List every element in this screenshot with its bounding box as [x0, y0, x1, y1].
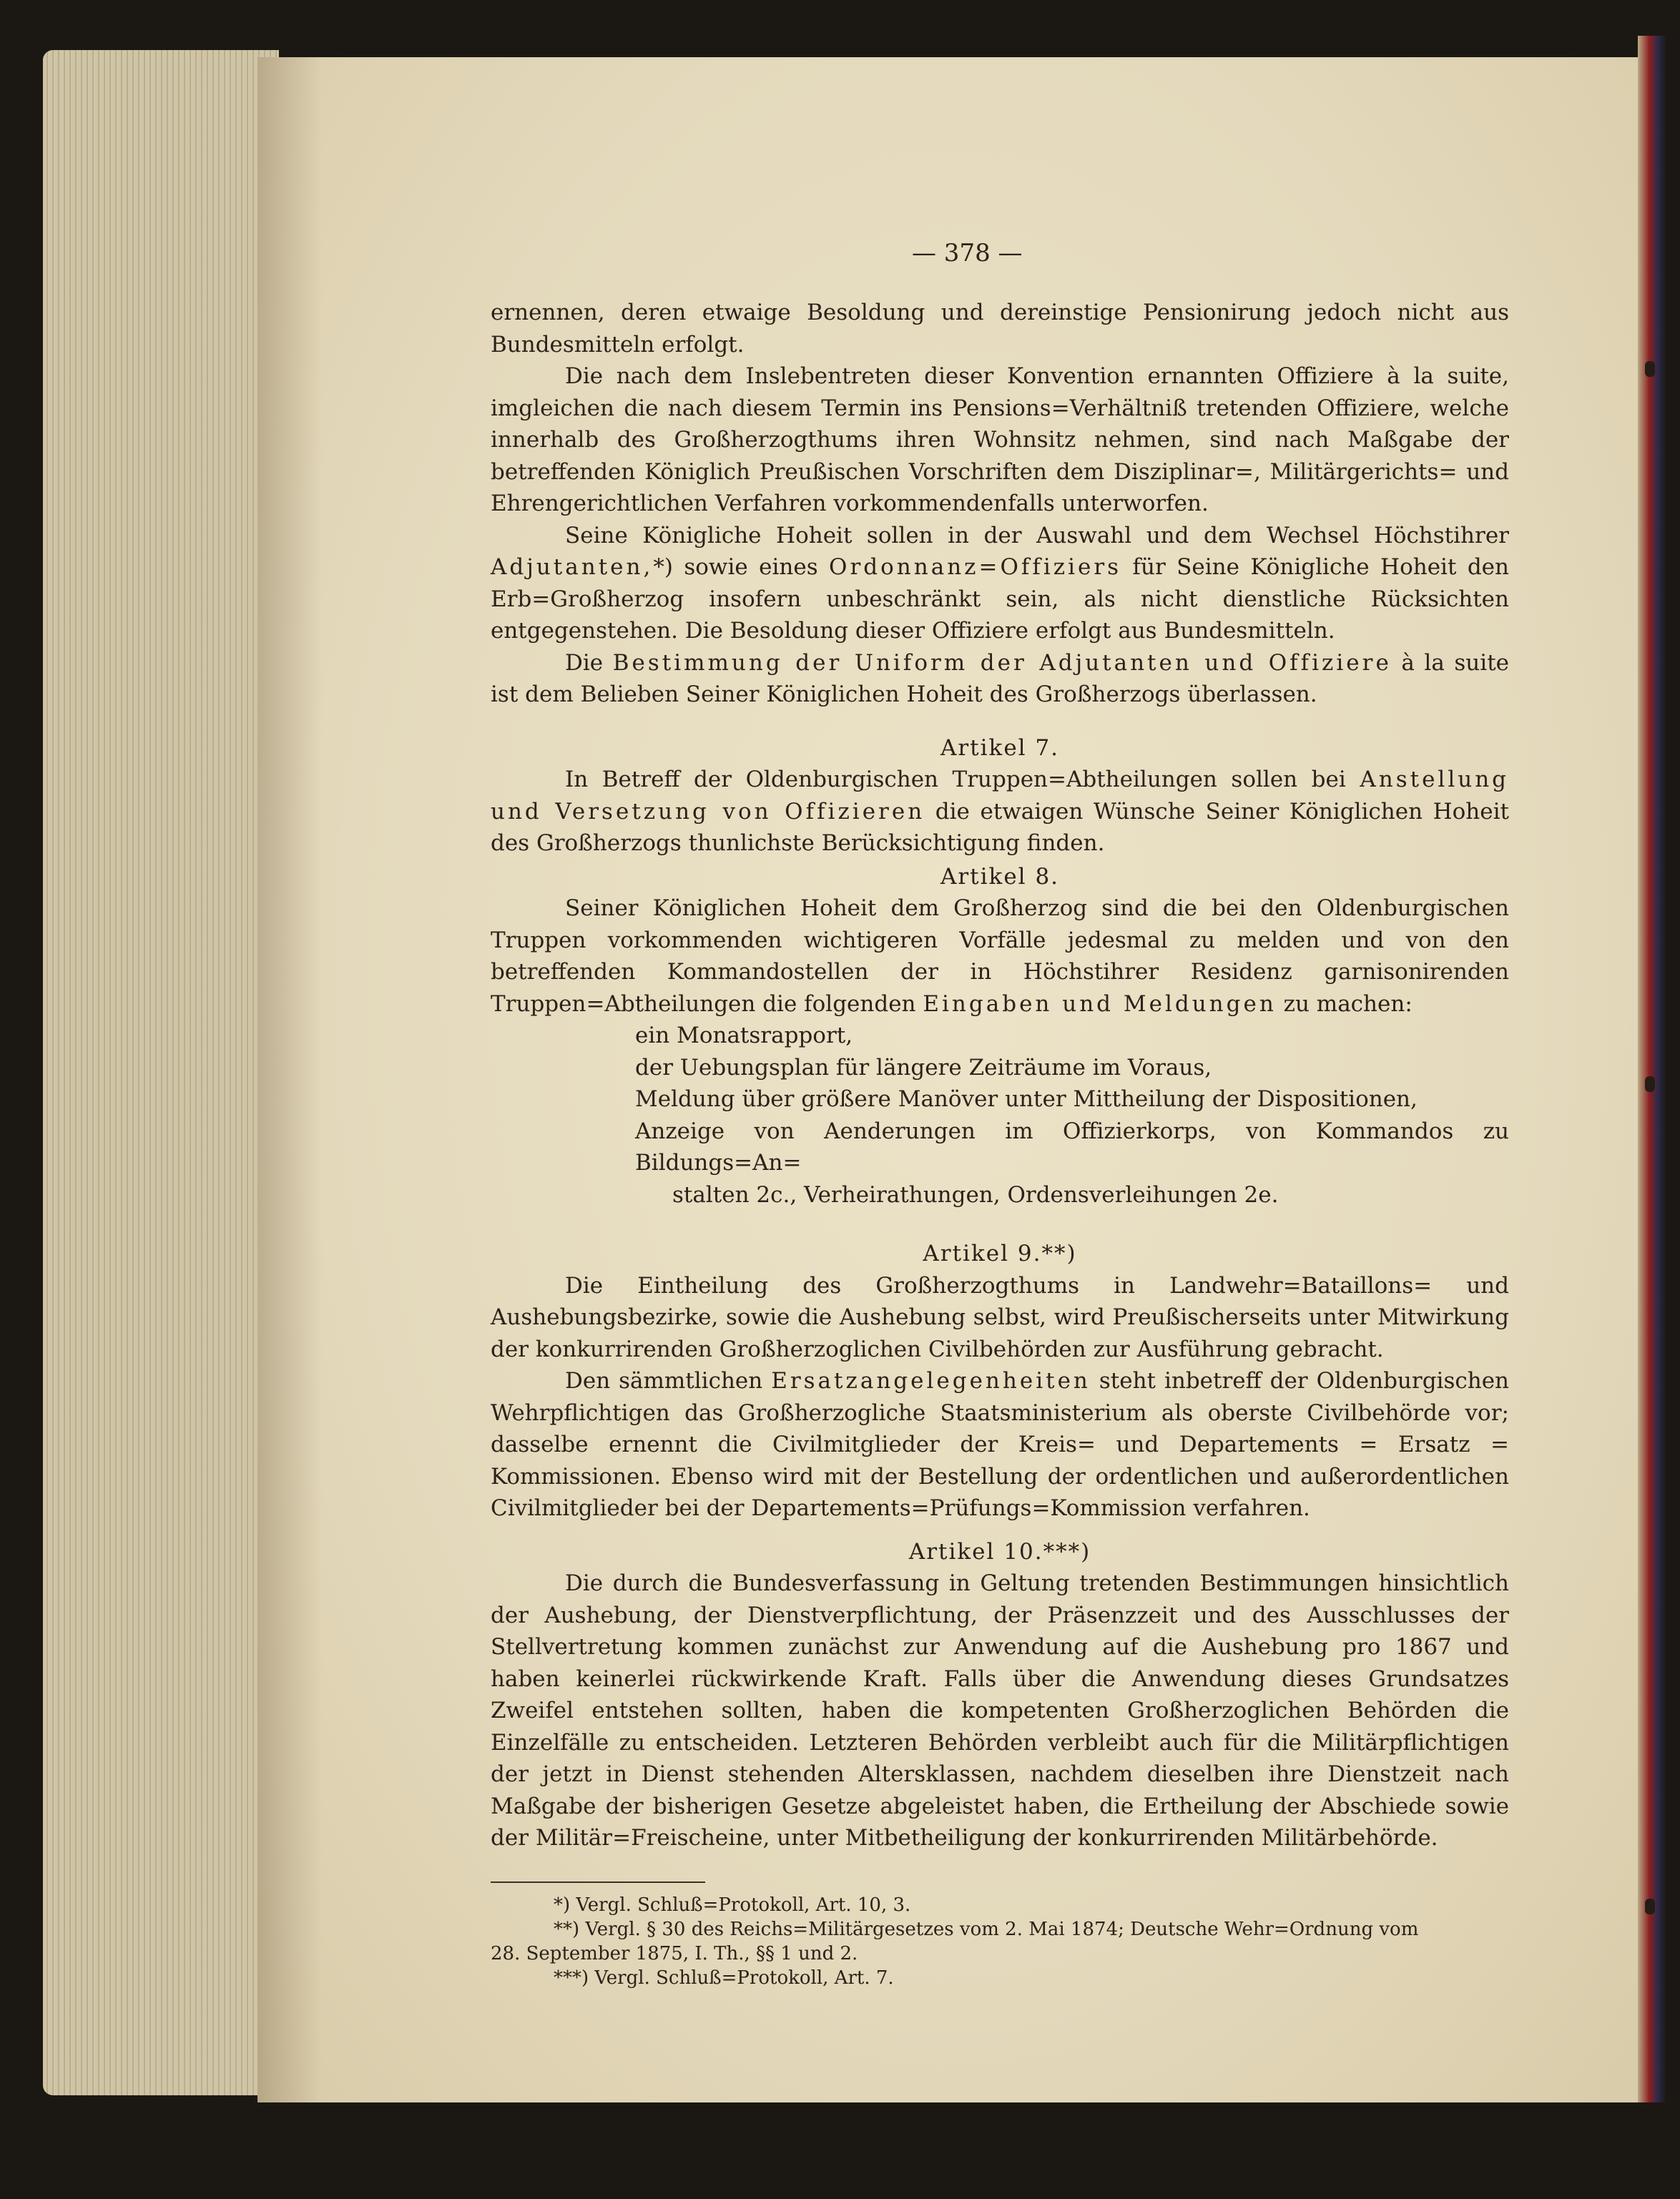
article-8-heading: Artikel 8.: [940, 863, 1060, 890]
footnote: *) Vergl. Schluß=Protokoll, Art. 10, 3.: [554, 1894, 911, 1916]
list-item: der Uebungsplan für längere Zeiträume im Voraus,: [635, 1054, 1212, 1081]
edge-mark: [1645, 1076, 1655, 1092]
text-run: In Betreff der Oldenburgischen Truppen=Abtheilungen sollen bei: [565, 767, 1346, 792]
spaced-emphasis: Bestimmung der Uniform der Adjutanten und Offiziere: [612, 649, 1392, 676]
text-run: für Seine Königliche Hoheit den Erb=Großherzog insofern unbeschränkt sein, als nicht dienstliche Rücksichten entgegenstehen. Die Besoldung dieser Offiziere erfolgt aus Bundesmitteln.: [491, 554, 1509, 644]
opening-paragraph: ernennen, deren etwaige Besoldung und dereinstige Pensionirung jedoch nicht aus Bundesmitteln erfolgt.: [491, 300, 1509, 358]
article-9-paragraph: Die Eintheilung des Großherzogthums in Landwehr=Bataillons= und Aushebungsbezirke, sowie die Aushebung selbst, wird Preußischerseits unter Mitwirkung der konkurrirenden Großherzoglichen Civilbehörden zur Ausführung gebracht.: [491, 1272, 1509, 1362]
paragraph-officers: Die nach dem Inslebentreten dieser Konvention ernannten Offiziere à la suite, imgleichen die nach diesem Termin ins Pensions=Verhältniß tretenden Offiziere, welche innerhalb des Großherzogthums ihren Wohnsitz nehmen, sind nach Maßgabe der betreffenden Königlich Preußischen Vorschriften dem Disziplinar=, Militärgerichts= und Ehrengerichtlichen Verfahren vorkommendenfalls unterworfen.: [491, 363, 1509, 516]
paragraph-uniform: [491, 647, 1509, 711]
article-10-heading: Artikel 10.***): [908, 1538, 1091, 1565]
article-7-paragraph: [491, 764, 1509, 860]
spaced-emphasis: Ersatzangelegenheiten: [771, 1368, 1091, 1394]
text-run: Seiner Königlichen Hoheit dem Großherzog sind die bei den Oldenburgischen Truppen vorkommenden wichtigeren Vorfälle jedesmal zu melden und von den betreffenden Kommandostellen der in Höchstihrer Residenz garnisonirenden Truppen=Abtheilungen die folgenden: [491, 895, 1509, 1017]
paragraph-adjutants: [491, 520, 1509, 647]
page-edge-stack: [43, 50, 279, 2095]
text-run: Seine Königliche Hoheit sollen in der Auswahl und dem Wechsel Höchstihrer: [565, 522, 1509, 548]
spaced-emphasis: Anstellung und Versetzung von Offizieren: [491, 767, 1510, 825]
edge-mark: [1645, 1899, 1655, 1914]
spaced-emphasis: Ordonnanz=Offiziers: [829, 554, 1122, 580]
list-item: stalten 2c., Verheirathungen, Ordensverleihungen 2e.: [672, 1181, 1279, 1208]
footnote: **) Vergl. § 30 des Reichs=Militärgesetzes vom 2. Mai 1874; Deutsche Wehr=Ordnung vom: [554, 1918, 1419, 1940]
spaced-emphasis: Eingaben und Meldungen: [923, 990, 1277, 1017]
text-run: Die: [565, 649, 604, 676]
article-7-heading: Artikel 7.: [940, 734, 1060, 761]
footnote-rule: [491, 1881, 705, 1883]
right-page-edge: [1638, 36, 1666, 2102]
list-item: ein Monatsrapport,: [635, 1023, 853, 1048]
text-run: à la suite ist dem Belieben Seiner Königlichen Hoheit des Großherzogs überlassen.: [491, 649, 1509, 707]
article-8-paragraph: [491, 892, 1509, 1020]
text-run: steht inbetreff der Oldenburgischen Wehrpflichtigen das Großherzogliche Staatsministerium als oberste Civilbehörde vor; dasselbe ernennt die Civilmitglieder der Kreis= und Departements = Ersatz = Kommissionen. Ebenso wird mit der Bestellung der ordentlichen und außerordentlichen Civilmitglieder bei der Departements=Prüfungs=Kommission verfahren.: [491, 1368, 1510, 1521]
list-item: Anzeige von Aenderungen im Offizierkorps, von Kommandos zu Bildungs=An=: [635, 1118, 1509, 1176]
page-number: — 378 —: [912, 239, 1023, 267]
gutter-shadow: [257, 57, 322, 2102]
article-9-paragraph-2: [491, 1365, 1509, 1525]
edge-mark: [1645, 361, 1655, 377]
page-text: [491, 297, 1509, 1990]
footnote-continuation: 28. September 1875, I. Th., §§ 1 und 2.: [491, 1942, 858, 1964]
report-list: [491, 1020, 1509, 1211]
footnote: ***) Vergl. Schluß=Protokoll, Art. 7.: [554, 1967, 894, 1989]
text-run: Den sämmtlichen: [565, 1368, 763, 1394]
text-run: die etwaigen Wünsche Seiner Königlichen Hoheit des Großherzogs thunlichste Berücksichtigung finden.: [491, 798, 1509, 856]
article-9-heading: Artikel 9.**): [923, 1241, 1077, 1266]
list-item: Meldung über größere Manöver unter Mittheilung der Dispositionen,: [635, 1086, 1418, 1112]
spaced-emphasis: Adjutanten,: [491, 554, 654, 580]
text-run: zu machen:: [1283, 990, 1413, 1017]
footnotes: [491, 1893, 1509, 1990]
article-10-paragraph: Die durch die Bundesverfassung in Geltung tretenden Bestimmungen hinsichtlich der Aushebung, der Dienstverpflichtung, der Präsenzzeit und des Ausschlusses der Stellvertretung kommen zunächst zur Anwendung auf die Aushebung pro 1867 und haben keinerlei rückwirkende Kraft. Falls über die Anwendung dieses Grundsatzes Zweifel entstehen sollten, haben die kompetenten Großherzoglichen Behörden die Einzelfälle zu entscheiden. Letzteren Behörden verbleibt auch für die Militärpflichtigen der jetzt in Dienst stehenden Altersklassen, nachdem dieselben ihre Dienstzeit nach Maßgabe der bisherigen Gesetze abgeleistet haben, die Ertheilung der Abschiede sowie der Militär=Freischeine, unter Mitbetheiligung der konkurrirenden Militärbehörde.: [491, 1570, 1509, 1851]
text-run: *) sowie eines: [653, 554, 818, 580]
